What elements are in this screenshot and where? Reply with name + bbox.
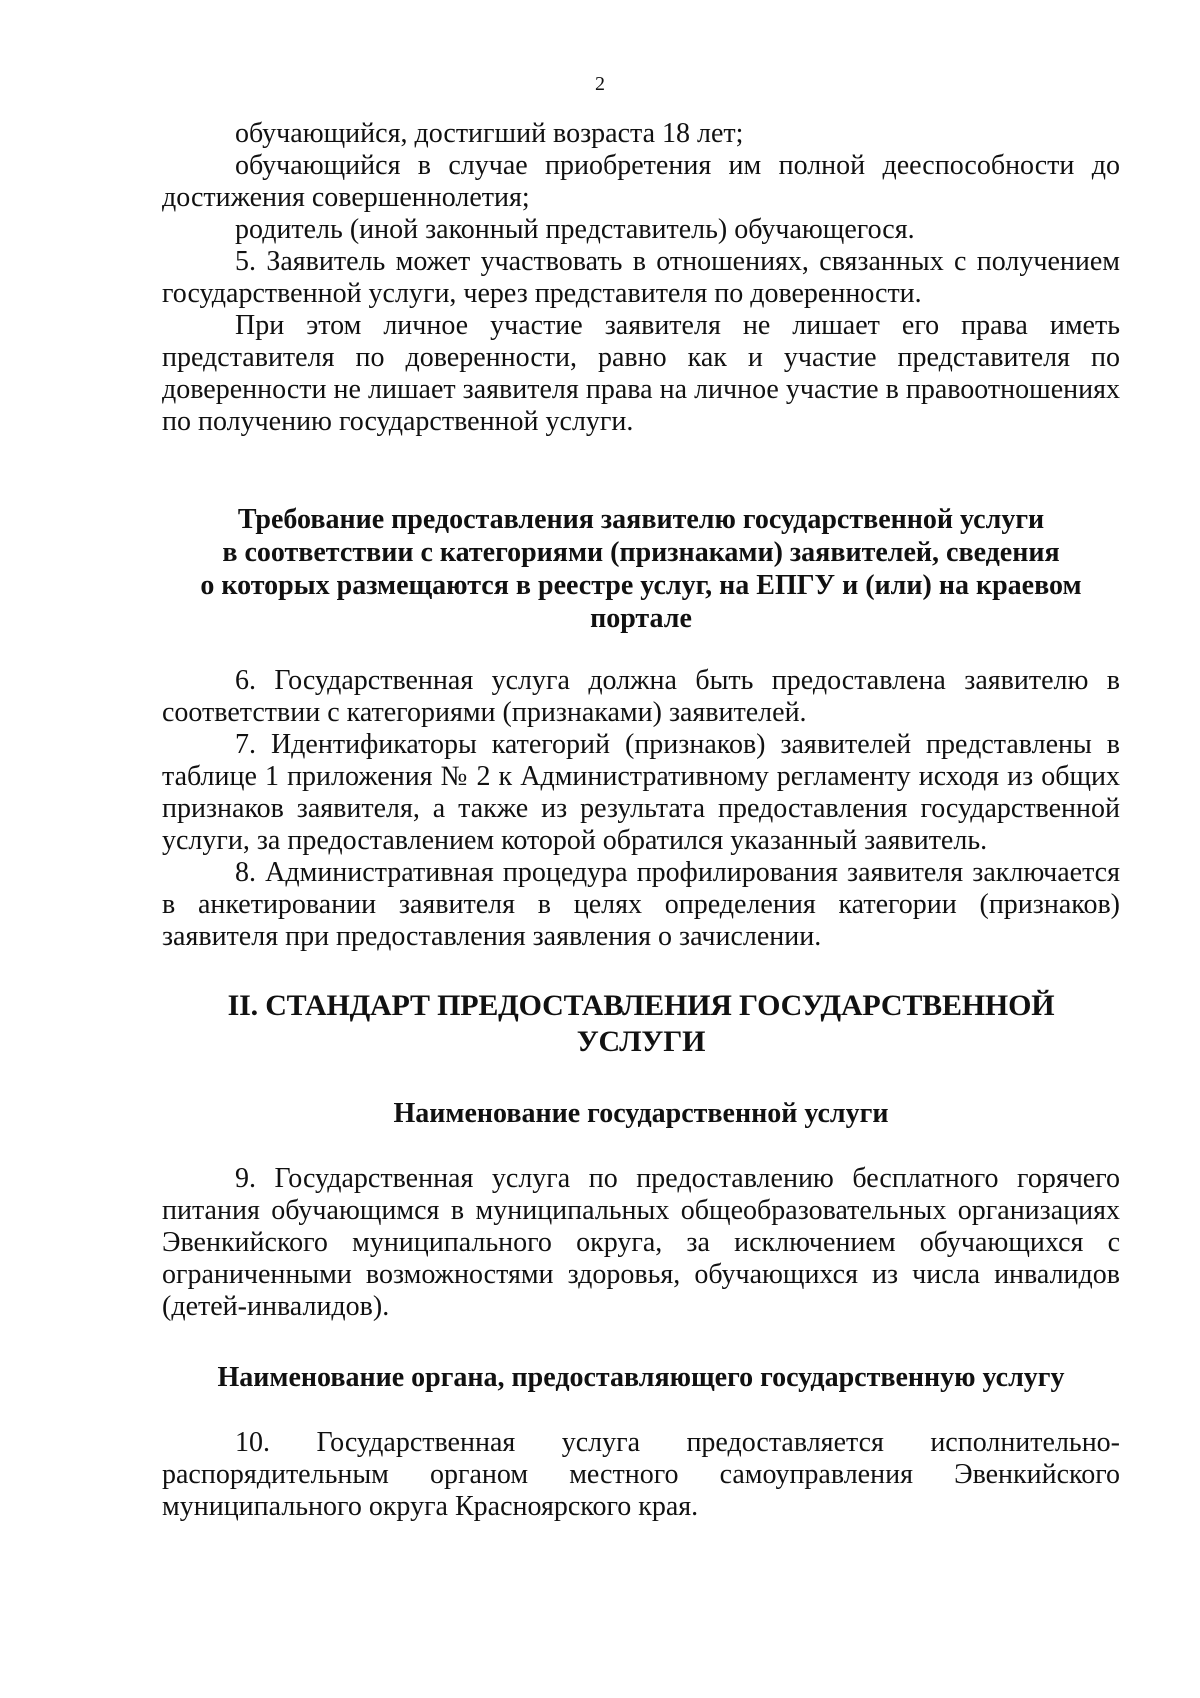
paragraph-item-5: 5. Заявитель может участвовать в отношениях, связанных с получением государственной услуги, через представителя по доверенности. [162,246,1120,309]
paragraph-personal-participation: При этом личное участие заявителя не лишает его права иметь представителя по доверенности, равно как и участие представителя по доверенности не лишает заявителя права на личное участие в правоотношениях по получению государственной услуги. [162,310,1120,437]
page-number: 2 [595,73,605,95]
heading-requirement [162,503,1120,635]
paragraph-parent: родитель (иной законный представитель) обучающегося. [235,214,915,245]
paragraph-item-9: 9. Государственная услуга по предоставлению бесплатного горячего питания обучающимся в муниципальных общеобразовательных организациях Эвенкийского муниципального округа, за исключением обучающихся с ограниченными возможностями здоровья, обучающихся из числа инвалидов (детей-инвалидов). [162,1163,1120,1322]
paragraph-item-8: 8. Административная процедура профилирования заявителя заключается в анкетировании заявителя в целях определения категории (признаков) заявителя при предоставления заявления о зачислении. [162,857,1120,952]
paragraph-item-6: 6. Государственная услуга должна быть предоставлена заявителю в соответствии с категориями (признаками) заявителей. [162,665,1120,728]
document-body [162,118,1120,1523]
block-categories [162,665,1120,953]
heading-requirement-line-3: о которых размещаются в реестре услуг, на ЕПГУ и (или) на краевом [200,570,1082,601]
paragraph-adult-student: обучающийся, достигший возраста 18 лет; [235,118,744,149]
heading-service-name: Наименование государственной услуги [393,1098,889,1129]
paragraph-item-10: 10. Государственная услуга предоставляется исполнительно-распорядительным органом местного самоуправления Эвенкийского муниципального округа Красноярского края. [162,1427,1120,1522]
heading-providing-body: Наименование органа, предоставляющего государственную услугу [217,1362,1065,1393]
paragraph-emancipated-student: обучающийся в случае приобретения им полной дееспособности до достижения совершеннолетия; [162,150,1120,213]
block-service-name [162,1163,1120,1323]
block-providing-body [162,1427,1120,1523]
paragraph-item-7: 7. Идентификаторы категорий (признаков) заявителей представлены в таблице 1 приложения № 2 к Административному регламенту исходя из общих признаков заявителя, а также из результата предоставления государственной услуги, за предоставлением которой обратился указанный заявитель. [162,729,1120,856]
section-heading-standard: II. СТАНДАРТ ПРЕДОСТАВЛЕНИЯ ГОСУДАРСТВЕННОЙ УСЛУГИ [227,989,1055,1058]
heading-requirement-line-4: портале [590,603,692,634]
heading-requirement-line-2: в соответствии с категориями (признаками) заявителей, сведения [222,537,1060,568]
heading-requirement-line-1: Требование предоставления заявителю государственной услуги [237,504,1045,535]
